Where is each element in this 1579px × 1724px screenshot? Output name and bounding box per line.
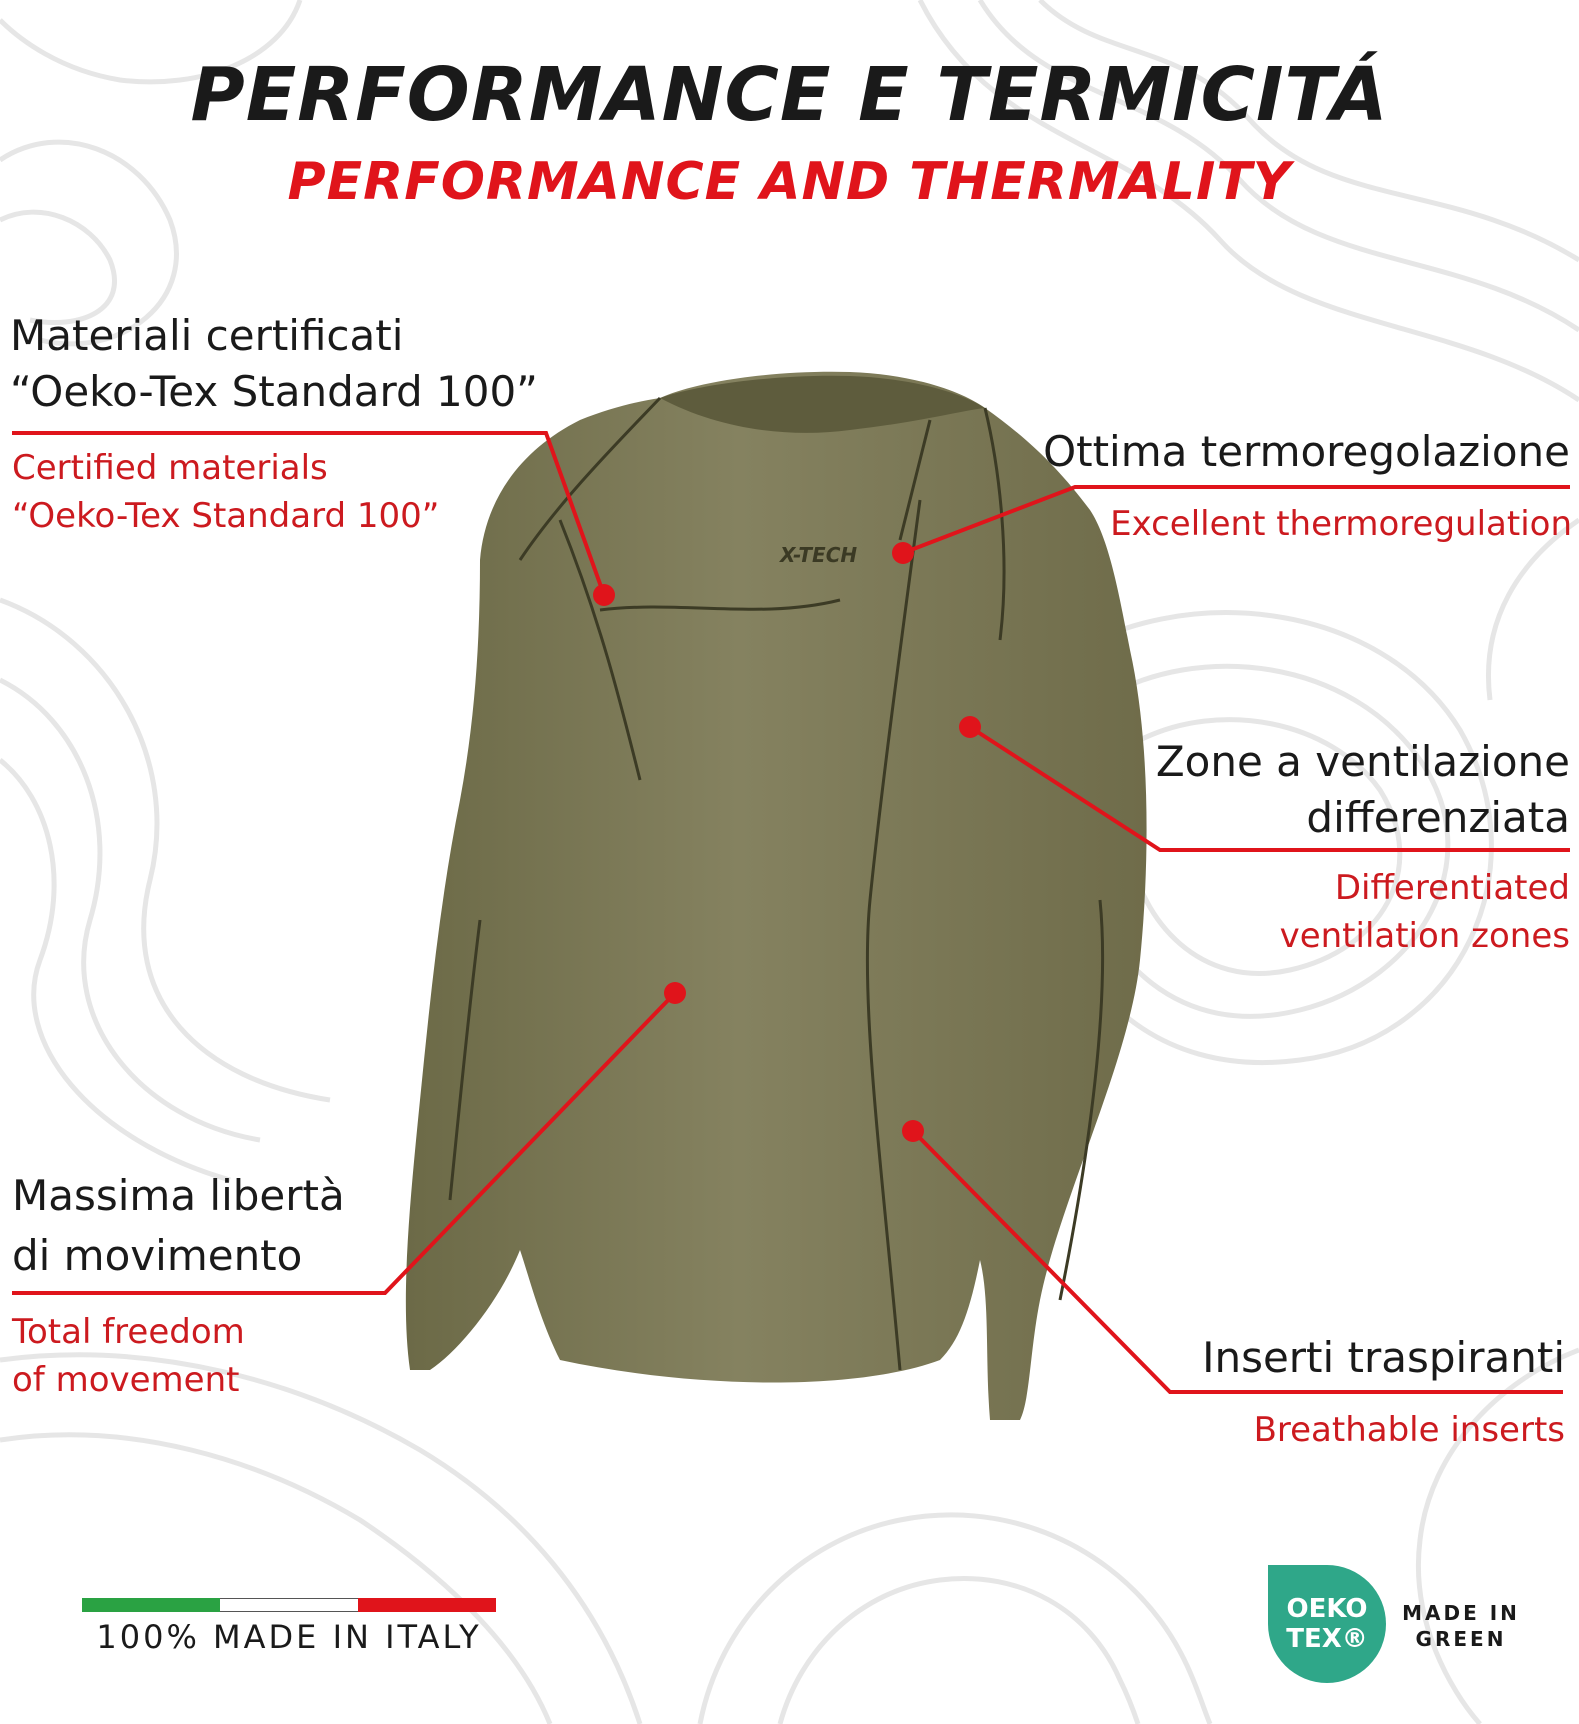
callout-dot-inserts [902, 1120, 924, 1142]
freedom-it-line2: di movimento [12, 1231, 303, 1280]
callout-dot-materials [593, 584, 615, 606]
callout-dot-thermo [892, 542, 914, 564]
materials-it-line1: Materiali certificati [10, 311, 404, 360]
page-title: PERFORMANCE E TERMICITÁ [190, 52, 1389, 138]
made-green-line2: GREEN [1415, 1627, 1507, 1651]
oeko-logo-line2: TEX® [1286, 1624, 1368, 1654]
page-subtitle: PERFORMANCE AND THERMALITY [287, 152, 1292, 212]
callout-dot-freedom [664, 982, 686, 1004]
thermo-en-line1: Excellent thermoregulation [1110, 504, 1572, 544]
oeko-tex-logo [1268, 1565, 1386, 1683]
italian-flag-bar [82, 1598, 496, 1612]
freedom-en-line2: of movement [12, 1360, 240, 1400]
oeko-logo-line1: OEKO [1286, 1594, 1368, 1624]
ventilation-en-line1: Differentiated [1334, 868, 1570, 908]
inserts-it-line1: Inserti traspiranti [1202, 1333, 1565, 1382]
materials-en-line1: Certified materials [12, 448, 328, 488]
materials-en-line2: “Oeko-Tex Standard 100” [12, 496, 440, 536]
ventilation-it-line2: differenziata [1306, 793, 1570, 842]
made-in-green-label [1396, 1600, 1526, 1652]
freedom-en-line1: Total freedom [12, 1312, 245, 1352]
shirt-brand-logo: X-TECH [780, 543, 858, 567]
freedom-it-line1: Massima libertà [12, 1171, 345, 1220]
inserts-en-line1: Breathable inserts [1253, 1410, 1565, 1450]
flag-white-stripe [220, 1598, 358, 1612]
ventilation-it-line1: Zone a ventilazione [1155, 737, 1570, 786]
materials-it-line2: “Oeko-Tex Standard 100” [10, 367, 538, 416]
made-green-line1: MADE IN [1402, 1601, 1520, 1625]
made-in-italy-label: 100% MADE IN ITALY [96, 1618, 482, 1656]
ventilation-en-line2: ventilation zones [1279, 916, 1570, 956]
thermo-it-line1: Ottima termoregolazione [1043, 427, 1570, 476]
flag-red-stripe [358, 1598, 496, 1612]
flag-green-stripe [82, 1598, 220, 1612]
callout-dot-ventilation [959, 716, 981, 738]
